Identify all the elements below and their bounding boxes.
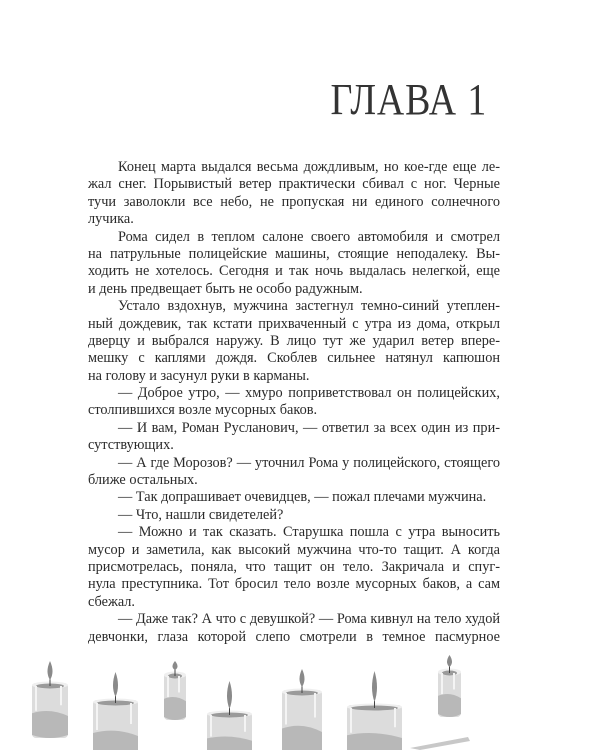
text-line: — А где Морозов? — уточнил Рома у полицейского, стоящего bbox=[118, 454, 500, 471]
text-line: тучи заволокли все небо, не пропуская ни единого солнечного bbox=[88, 193, 500, 210]
text-line: присмотрелась, поняла, что тащит он тело. Закричала и спуг- bbox=[88, 558, 500, 575]
text-line: жал снег. Порывистый ветер практически сбивал с ног. Черные bbox=[88, 176, 500, 193]
text-line: сбежал. bbox=[88, 593, 136, 610]
text-line: — Доброе утро, — хмуро поприветствовал он полицейских, bbox=[118, 385, 500, 402]
text-line: столпившихся возле мусорных баков. bbox=[88, 402, 318, 419]
paragraph bbox=[88, 489, 500, 506]
text-line: Устало вздохнув, мужчина застегнул темно-синий утеплен- bbox=[118, 298, 500, 315]
chapter-title: ГЛАВА 1 bbox=[330, 75, 487, 124]
candle-icon bbox=[207, 681, 252, 750]
text-line: ближе остальных. bbox=[88, 472, 198, 489]
text-line: лучика. bbox=[88, 211, 134, 228]
paragraph bbox=[88, 524, 500, 611]
candles-illustration-icon bbox=[0, 640, 600, 750]
candle-icon bbox=[347, 671, 402, 750]
paragraph bbox=[88, 298, 500, 385]
text-line: и день предвещает быть не особо радужным. bbox=[88, 280, 363, 297]
text-line: ный дождевик, так кстати прихваченный с утра из дома, открыл bbox=[88, 315, 500, 332]
text-line: на патрульные полицейские машины, стоящие неподалеку. Вы- bbox=[88, 245, 500, 262]
text-line: мусор и заметила, как высокий мужчина что-то тащит. А когда bbox=[88, 541, 500, 558]
paragraph bbox=[88, 159, 500, 229]
text-line: дверцу и выбрался наружу. В лицо тут же ударил ветер впере- bbox=[88, 332, 500, 349]
candle-icon bbox=[282, 669, 322, 750]
candle-icon bbox=[32, 661, 68, 738]
paragraph bbox=[88, 385, 500, 420]
candle-icon bbox=[93, 672, 138, 750]
text-line: Конец марта выдался весьма дождливым, но кое-где еще ле- bbox=[118, 159, 500, 175]
text-line: Рома сидел в теплом салоне своего автомобиля и смотрел bbox=[118, 228, 500, 245]
chapter-body-text bbox=[88, 159, 500, 646]
candle-icon bbox=[438, 655, 461, 717]
text-line: сутствующих. bbox=[88, 437, 174, 454]
paragraph bbox=[88, 229, 500, 299]
candle-icon bbox=[164, 661, 186, 720]
paragraph bbox=[88, 455, 500, 490]
paragraph bbox=[88, 507, 500, 524]
text-line: мешку с каплями дождя. Скоблев сильнее натянул капюшон bbox=[88, 350, 500, 367]
paragraph bbox=[88, 420, 500, 455]
text-line: — Можно и так сказать. Старушка пошла с утра выносить bbox=[118, 524, 500, 541]
text-line: нула преступника. Тот бросил тело возле мусорных баков, а сам bbox=[88, 576, 500, 593]
text-line: на голову и засунул руки в карманы. bbox=[88, 367, 310, 384]
text-line: — Даже так? А что с девушкой? — Рома кивнул на тело худой bbox=[118, 611, 500, 628]
text-line: — Что, нашли свидетелей? bbox=[118, 506, 284, 523]
text-line: девчонки, глаза которой слепо смотрели в темное пасмурное bbox=[88, 628, 500, 645]
text-line: — Так допрашивает очевидцев, — пожал плечами мужчина. bbox=[118, 489, 487, 506]
text-line: ходить не хотелось. Сегодня и так ночь выдалась нелегкой, еще bbox=[88, 263, 500, 280]
text-line: — И вам, Роман Русланович, — ответил за всех один из при- bbox=[118, 419, 500, 436]
